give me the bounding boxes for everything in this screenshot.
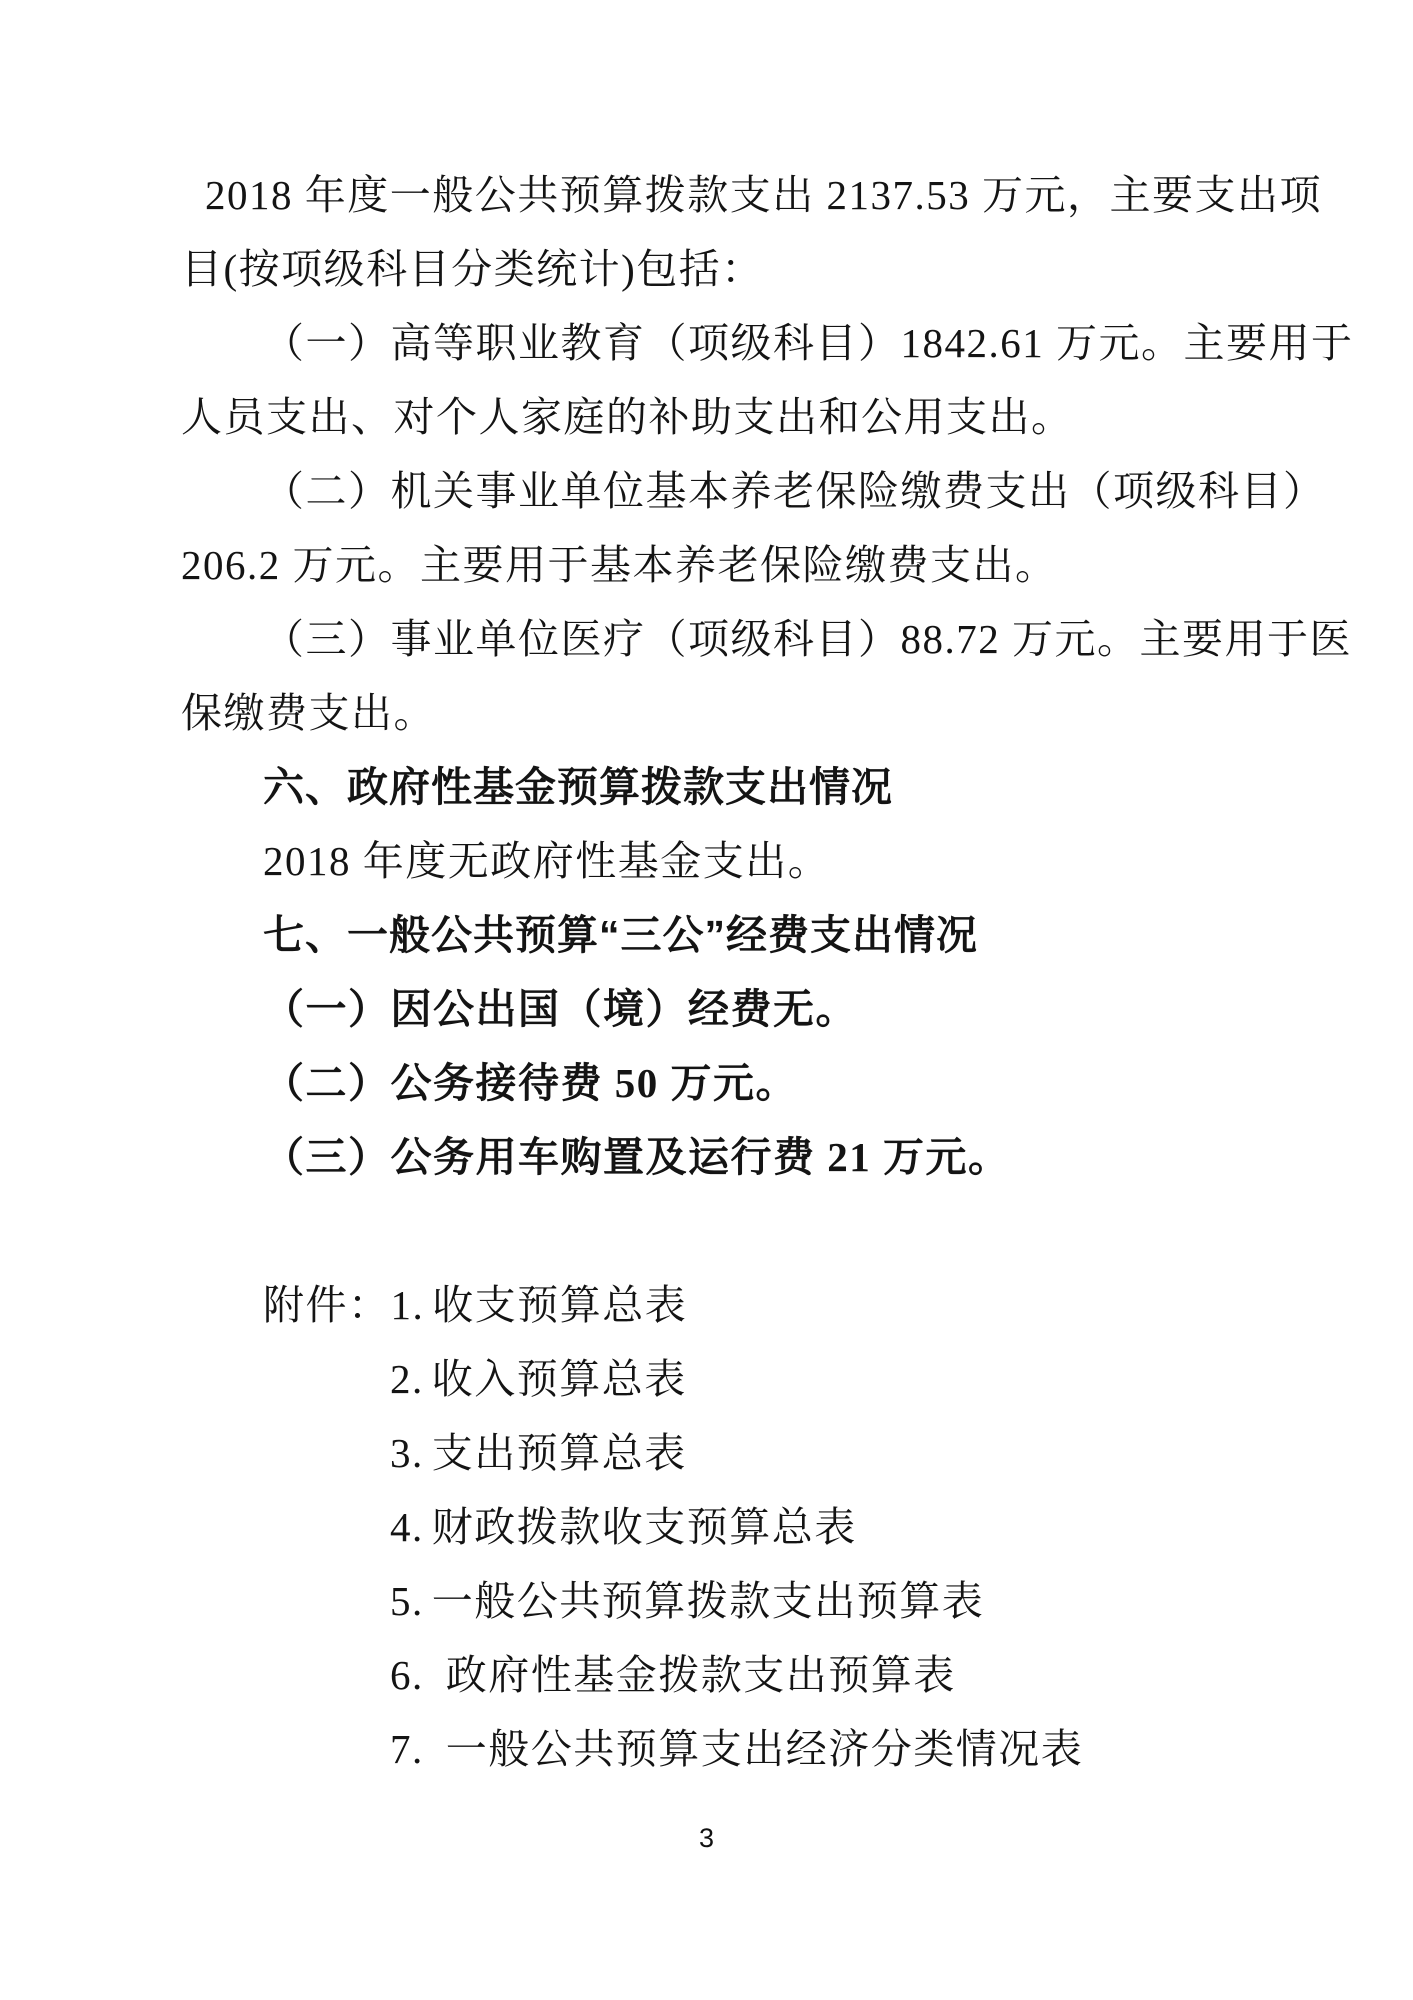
intro-line-1: 2018 年度一般公共预算拨款支出 2137.53 万元，主要支出项	[205, 172, 1322, 218]
page-number: 3	[698, 1823, 715, 1853]
item-3-line-1: （三）事业单位医疗（项级科目）88.72 万元。主要用于医	[263, 616, 1352, 662]
attachment-item-3	[181, 1416, 1271, 1490]
item-1-line-1: （一）高等职业教育（项级科目）1842.61 万元。主要用于	[263, 320, 1354, 366]
attachment-title: 支出预算总表	[431, 1430, 687, 1476]
attachment-item-7	[181, 1712, 1271, 1786]
blank-line	[181, 1194, 1271, 1268]
item-2-line-1: （二）机关事业单位基本养老保险缴费支出（项级科目）	[263, 468, 1326, 514]
attachment-item-1	[181, 1268, 1271, 1342]
attachment-number: 5.	[390, 1578, 424, 1624]
intro-line-2: 目(按项级科目分类统计)包括：	[181, 246, 764, 292]
attachment-item-2	[181, 1342, 1271, 1416]
attachment-title: 财政拨款收支预算总表	[431, 1504, 857, 1550]
attachment-number: 6.	[390, 1652, 424, 1698]
attachment-number: 2.	[390, 1356, 424, 1402]
attachment-title: 政府性基金拨款支出预算表	[445, 1652, 956, 1698]
section-6-heading: 六、政府性基金预算拨款支出情况	[263, 764, 893, 810]
attachment-item-5	[181, 1564, 1271, 1638]
item-2-line-2: 206.2 万元。主要用于基本养老保险缴费支出。	[181, 542, 1058, 588]
attachment-item-4	[181, 1490, 1271, 1564]
attachment-item-6	[181, 1638, 1271, 1712]
section-6-paragraph: 2018 年度无政府性基金支出。	[263, 838, 831, 884]
item-1-line-2: 人员支出、对个人家庭的补助支出和公用支出。	[181, 394, 1074, 440]
attachment-number: 3.	[390, 1430, 424, 1476]
attachment-title: 收支预算总表	[432, 1282, 688, 1328]
three-public-item-3: （三）公务用车购置及运行费 21 万元。	[263, 1134, 1011, 1180]
document-body	[181, 158, 1354, 1786]
attachments-label: 附件：	[263, 1282, 391, 1328]
attachment-number: 1.	[390, 1282, 425, 1328]
section-7-heading: 七、一般公共预算“三公”经费支出情况	[263, 912, 978, 958]
attachment-number: 4.	[390, 1504, 424, 1550]
attachment-number: 7.	[390, 1726, 424, 1772]
item-3-line-2: 保缴费支出。	[181, 690, 436, 736]
attachment-title: 一般公共预算拨款支出预算表	[431, 1578, 985, 1624]
three-public-item-2: （二）公务接待费 50 万元。	[263, 1060, 798, 1106]
three-public-item-1: （一）因公出国（境）经费无。	[263, 986, 858, 1032]
attachment-title: 收入预算总表	[431, 1356, 687, 1402]
attachment-title: 一般公共预算支出经济分类情况表	[445, 1726, 1084, 1772]
